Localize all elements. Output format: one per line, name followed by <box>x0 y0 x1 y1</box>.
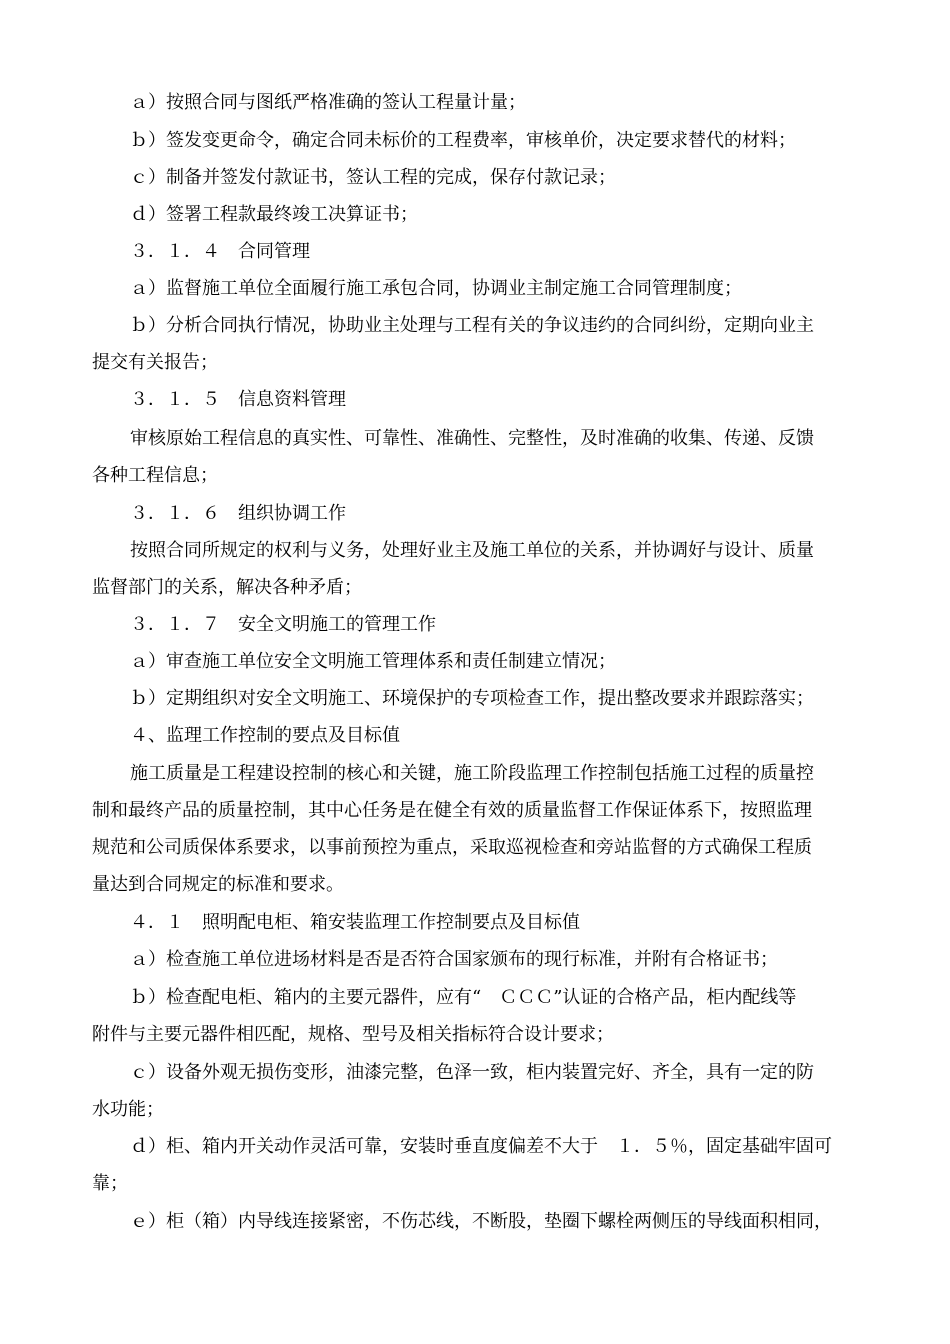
paragraph-line: 量达到合同规定的标准和要求。 <box>92 874 344 895</box>
section-heading: ３．１．４ 合同管理 <box>130 241 310 262</box>
paragraph-line: ｄ）柜、箱内开关动作灵活可靠，安装时垂直度偏差不大于 １．５％，固定基础牢固可 <box>130 1136 832 1157</box>
paragraph-line: 按照合同所规定的权利与义务，处理好业主及施工单位的关系，并协调好与设计、质量 <box>130 540 814 561</box>
paragraph-line: 施工质量是工程建设控制的核心和关键，施工阶段监理工作控制包括施工过程的质量控 <box>130 763 814 784</box>
section-heading: ３．１．５ 信息资料管理 <box>130 389 346 410</box>
paragraph-line: ａ）按照合同与图纸严格准确的签认工程量计量； <box>130 92 526 113</box>
paragraph-line: 附件与主要元器件相匹配，规格、型号及相关指标符合设计要求； <box>92 1024 614 1045</box>
paragraph-line: ｃ）设备外观无损伤变形，油漆完整，色泽一致，柜内装置完好、齐全，具有一定的防 <box>130 1062 814 1083</box>
paragraph-line: 审核原始工程信息的真实性、可靠性、准确性、完整性，及时准确的收集、传递、反馈 <box>130 428 814 449</box>
section-heading: ３．１．６ 组织协调工作 <box>130 503 346 524</box>
section-heading: ３．１．７ 安全文明施工的管理工作 <box>130 614 436 635</box>
section-heading: ４．１ 照明配电柜、箱安装监理工作控制要点及目标值 <box>130 912 580 933</box>
paragraph-line: ａ）审查施工单位安全文明施工管理体系和责任制建立情况； <box>130 651 616 672</box>
paragraph-line: ａ）监督施工单位全面履行施工承包合同，协调业主制定施工合同管理制度； <box>130 278 742 299</box>
paragraph-line: ｅ）柜（箱）内导线连接紧密，不伤芯线，不断股，垫圈下螺栓两侧压的导线面积相同， <box>130 1211 832 1232</box>
paragraph-line: ｂ）检查配电柜、箱内的主要元器件，应有“ ＣＣＣ”认证的合格产品，柜内配线等 <box>130 987 797 1008</box>
section-heading: ４、监理工作控制的要点及目标值 <box>130 725 400 746</box>
paragraph-line: ｃ）制备并签发付款证书，签认工程的完成，保存付款记录； <box>130 167 616 188</box>
paragraph-line: ａ）检查施工单位进场材料是否是否符合国家颁布的现行标准，并附有合格证书； <box>130 949 778 970</box>
paragraph-line: 制和最终产品的质量控制，其中心任务是在健全有效的质量监督工作保证体系下，按照监理 <box>92 800 812 821</box>
paragraph-line: 提交有关报告； <box>92 352 218 373</box>
paragraph-line: 靠； <box>92 1173 128 1194</box>
paragraph-line: 各种工程信息； <box>92 465 218 486</box>
paragraph-line: ｂ）定期组织对安全文明施工、环境保护的专项检查工作，提出整改要求并跟踪落实； <box>130 688 814 709</box>
paragraph-line: ｂ）签发变更命令，确定合同未标价的工程费率，审核单价，决定要求替代的材料； <box>130 130 796 151</box>
paragraph-line: ｂ）分析合同执行情况，协助业主处理与工程有关的争议违约的合同纠纷，定期向业主 <box>130 315 814 336</box>
paragraph-line: 规范和公司质保体系要求，以事前预控为重点，采取巡视检查和旁站监督的方式确保工程质 <box>92 837 812 858</box>
paragraph-line: 水功能； <box>92 1099 164 1120</box>
paragraph-line: 监督部门的关系，解决各种矛盾； <box>92 577 362 598</box>
paragraph-line: ｄ）签署工程款最终竣工决算证书； <box>130 204 418 225</box>
